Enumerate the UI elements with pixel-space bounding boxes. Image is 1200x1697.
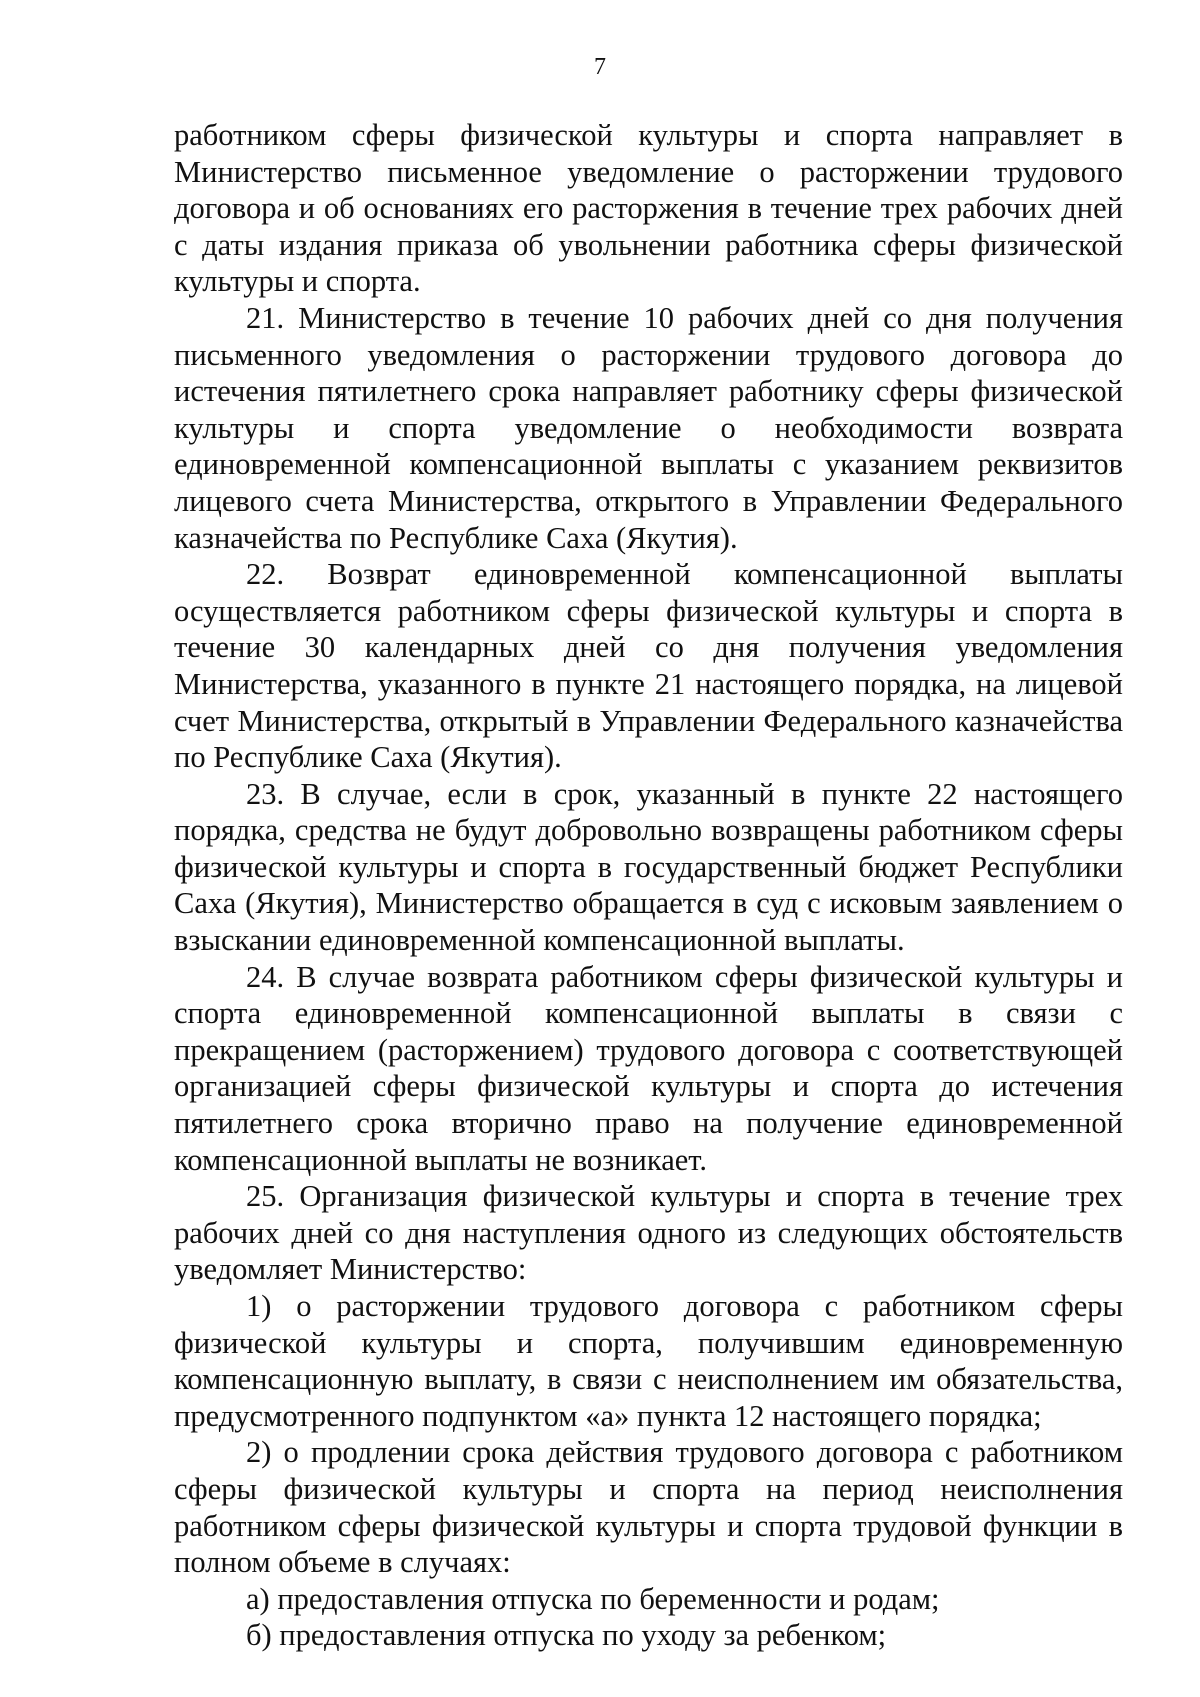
paragraph-item-24: 24. В случае возврата работником сферы физической культуры и спорта единовременной компенсационной выплаты в связи с прекращением (расторжением) трудового договора с соответствующей организацией сферы физической культуры и спорта до истечения пятилетнего срока вторично право на получение единовременной компенсационной выплаты не возникает. [174,959,1123,1177]
paragraph-item-22: 22. Возврат единовременной компенсационной выплаты осуществляется работником сферы физической культуры и спорта в течение 30 календарных дней со дня получения уведомления Министерства, указанного в пункте 21 настоящего порядка, на лицевой счет Министерства, открытый в Управлении Федерального казначейства по Республике Саха (Якутия). [174,557,1123,775]
document-body [174,117,1123,1654]
paragraph-continuation: работником сферы физической культуры и спорта направляет в Министерство письменное уведомление о расторжении трудового договора и об основаниях его расторжения в течение трех рабочих дней с даты издания приказа об увольнении работника сферы физической культуры и спорта. [174,118,1123,299]
subitem-1: 1) о расторжении трудового договора с работником сферы физической культуры и спорта, получившим единовременную компенсационную выплату, в связи с неисполнением им обязательства, предусмотренного подпунктом «а» пункта 12 настоящего порядка; [174,1289,1123,1433]
subitem-2: 2) о продлении срока действия трудового договора с работником сферы физической культуры и спорта на период неисполнения работником сферы физической культуры и спорта трудовой функции в полном объеме в случаях: [174,1435,1123,1580]
subitem-b: б) предоставления отпуска по уходу за ребенком; [246,1618,887,1653]
page-number: 7 [594,54,606,80]
subitem-a: а) предоставления отпуска по беременности и родам; [246,1581,940,1616]
paragraph-item-25: 25. Организация физической культуры и спорта в течение трех рабочих дней со дня наступления одного из следующих обстоятельств уведомляет Министерство: [174,1179,1123,1287]
paragraph-item-21: 21. Министерство в течение 10 рабочих дней со дня получения письменного уведомления о расторжении трудового договора до истечения пятилетнего срока направляет работнику сферы физической культуры и спорта уведомление о необходимости возврата единовременной компенсационной выплаты с указанием реквизитов лицевого счета Министерства, открытого в Управлении Федерального казначейства по Республике Саха (Якутия). [174,300,1123,555]
paragraph-item-23: 23. В случае, если в срок, указанный в пункте 22 настоящего порядка, средства не будут добровольно возвращены работником сферы физической культуры и спорта в государственный бюджет Республики Саха (Якутия), Министерство обращается в суд с исковым заявлением о взыскании единовременной компенсационной выплаты. [174,776,1123,958]
